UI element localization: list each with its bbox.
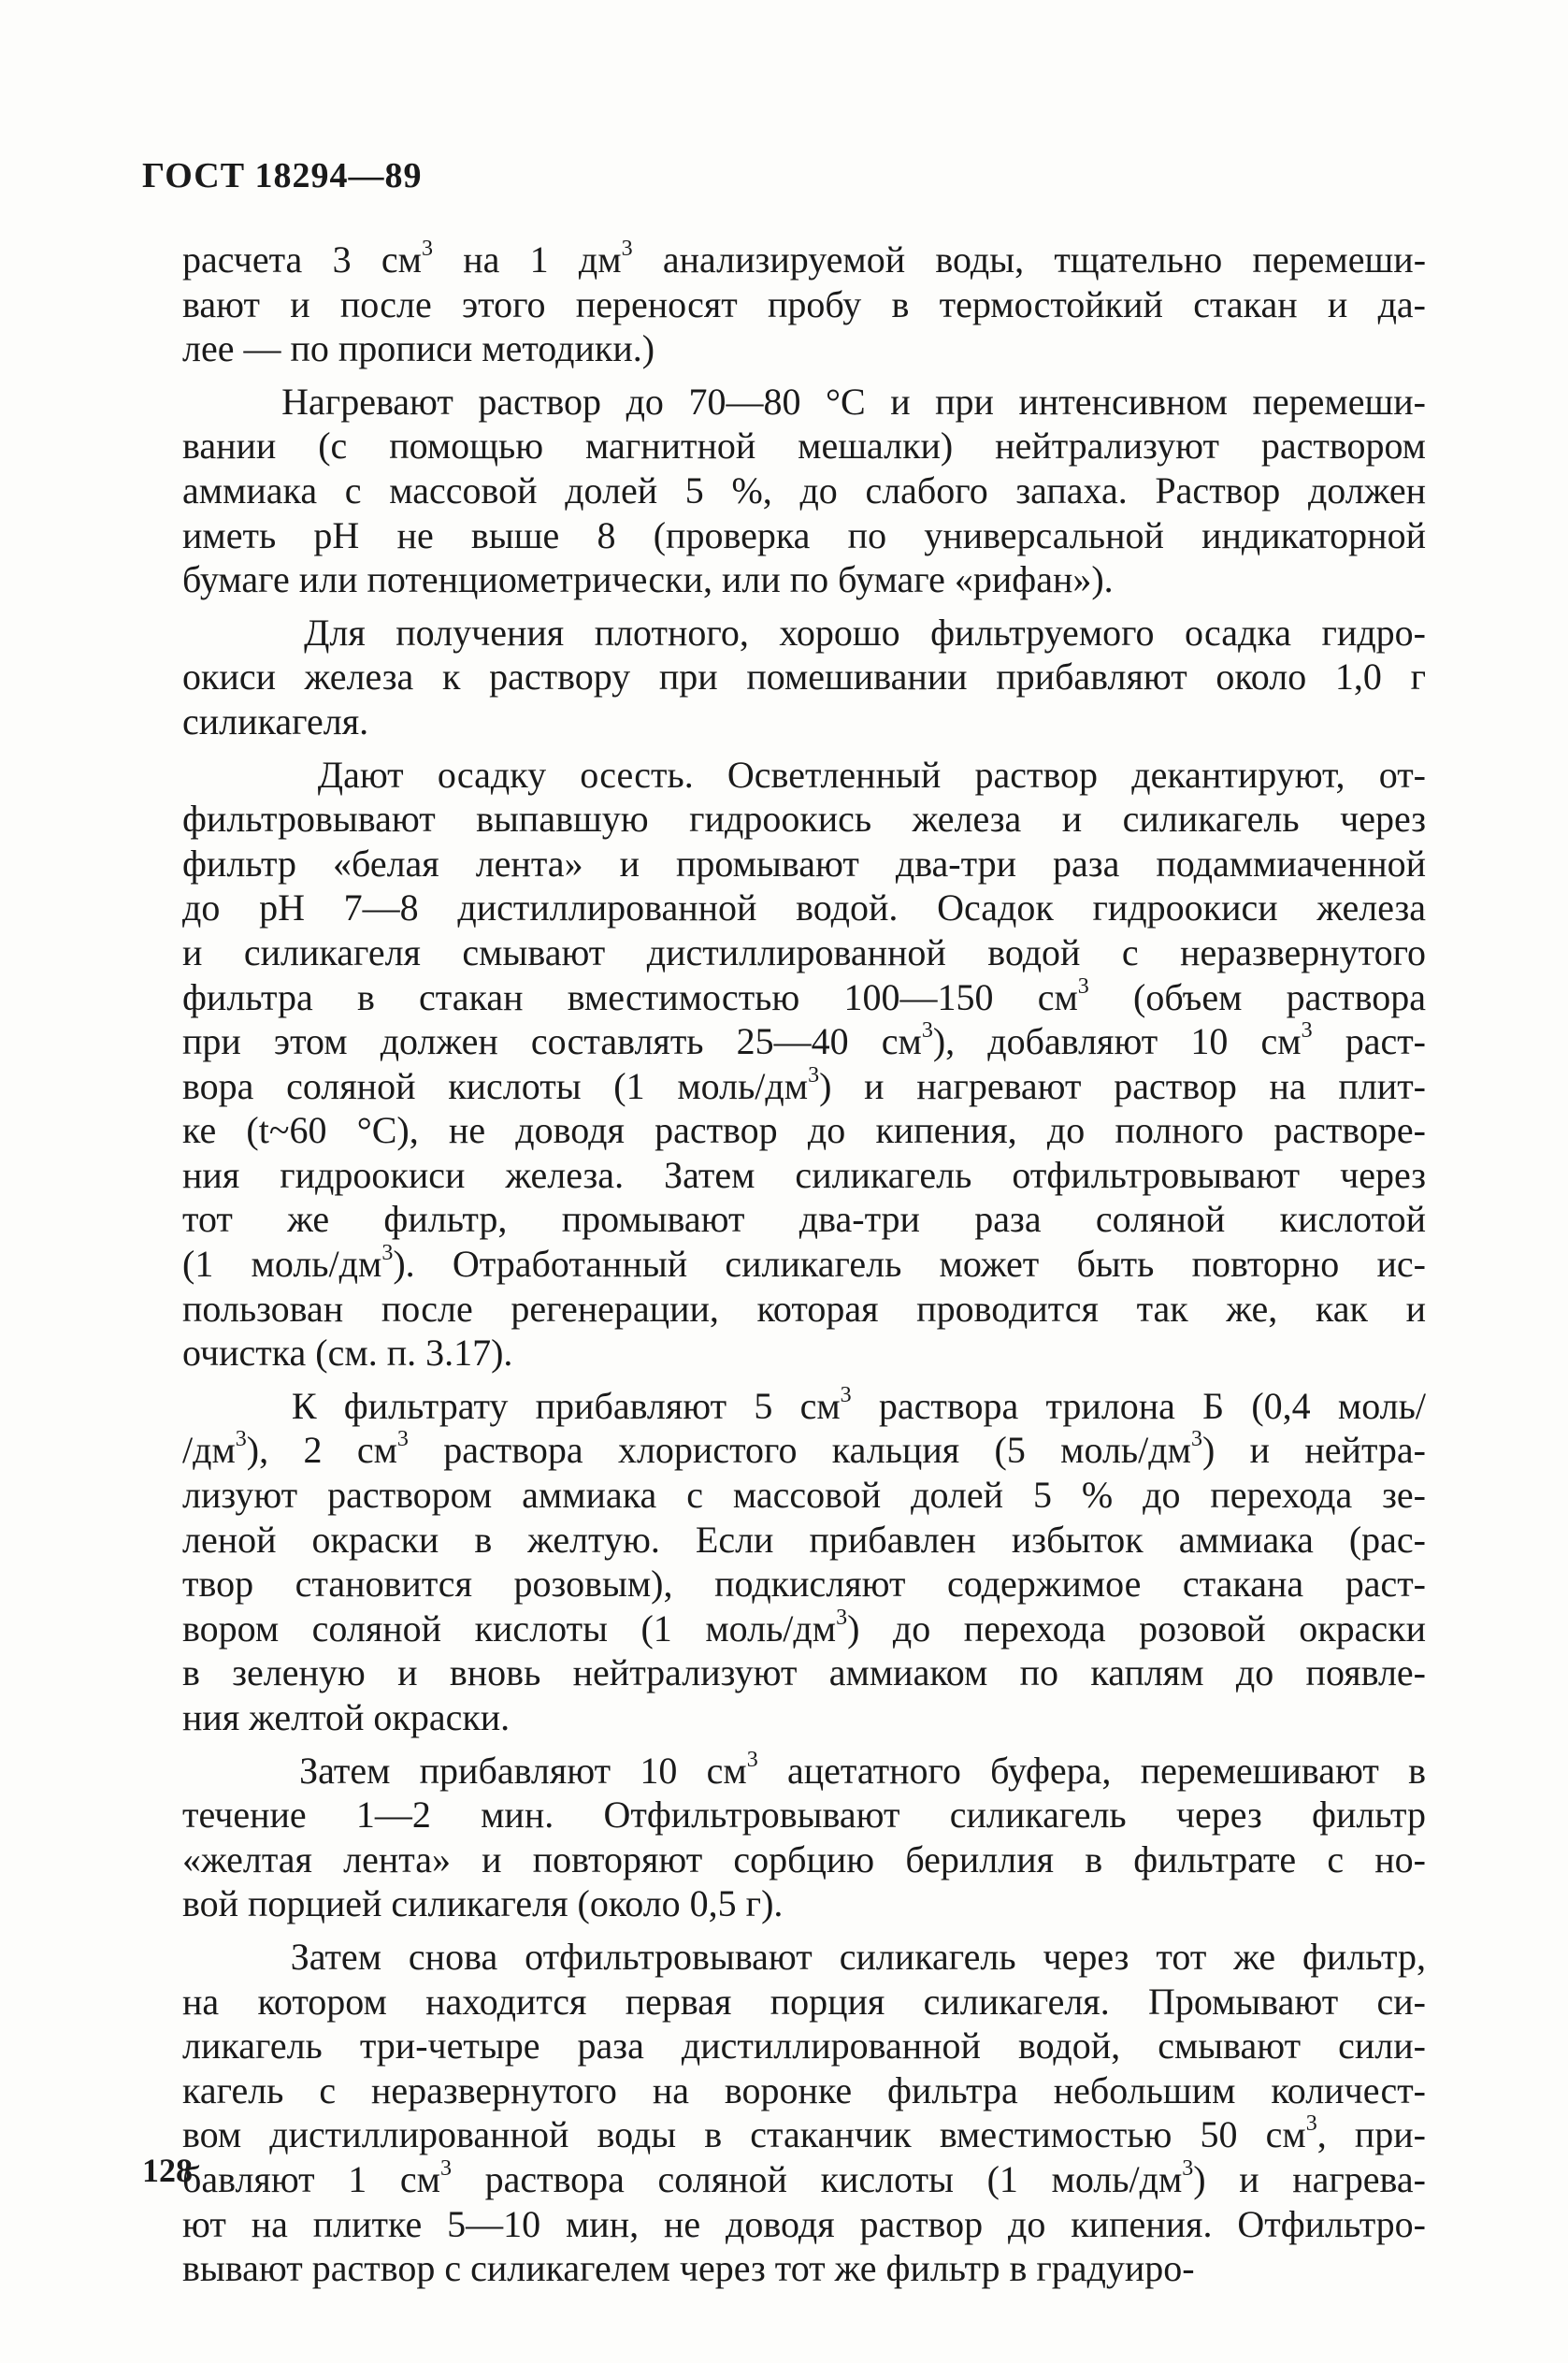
text-line: вают и после этого переносят пробу в термостойкий стакан и да- xyxy=(182,282,1426,325)
text-line: ликагель три-четыре раза дистиллированной водой, смывают сили- xyxy=(182,2024,1426,2068)
text-line: расчета 3 $см^3$ на 1 $дм^3$ анализируемой воды, тщательно перемеши- xyxy=(182,237,1427,281)
text-line: фильтровывают выпавшую гидроокись железа и силикагель через xyxy=(182,798,1426,841)
paragraph xyxy=(182,611,1426,744)
text-line: твор становится розовым), подкисляют содержимое стакана раст- xyxy=(182,1563,1426,1606)
text-line: до рН 7—8 дистиллированной водой. Осадок гидроокиси железа xyxy=(182,886,1426,929)
text-line: в зеленую и вновь нейтрализуют аммиаком по каплям до появле- xyxy=(182,1651,1426,1694)
document-body xyxy=(182,238,1426,2291)
text-line: лизуют раствором аммиака с массовой долей 5 % до перехода зе- xyxy=(182,1474,1426,1517)
text-line: Для получения плотного, хорошо фильтруемого осадка гидро- xyxy=(182,611,1426,654)
text-line: леной окраски в желтую. Если прибавлен избыток аммиака (рас- xyxy=(182,1518,1426,1561)
text-line: Затем прибавляют 10 $см^3$ ацетатного буфера, перемешивают в xyxy=(182,1747,1426,1792)
text-line: Дают осадку осесть. Осветленный раствор декантируют, от- xyxy=(182,753,1426,796)
text-line: ют на плитке 5—10 мин, не доводя раствор до кипения. Отфильтро- xyxy=(182,2202,1426,2245)
text-line: окиси железа к раствору при помешивании прибавляют около 1,0 г xyxy=(182,656,1426,699)
text-line: ке (t~60 °С), не доводя раствор до кипения, до полного растворе- xyxy=(182,1109,1426,1152)
text-line: силикагеля. xyxy=(182,699,369,742)
paragraph-gap xyxy=(182,602,1426,611)
text-line: ния гидроокиси железа. Затем силикагель отфильтровывают через xyxy=(182,1153,1426,1196)
text-line: ния желтой окраски. xyxy=(182,1696,511,1738)
text-line: вой порцией силикагеля (около 0,5 г). xyxy=(182,1882,784,1925)
paragraph-gap xyxy=(182,1740,1426,1749)
paragraph xyxy=(182,753,1426,1376)
text-line: «желтая лента» и повторяют сорбцию бериллия в фильтрате с но- xyxy=(182,1837,1426,1880)
text-line: иметь рН не выше 8 (проверка по универсальной индикаторной xyxy=(182,513,1426,556)
text-line: аммиака с массовой долей 5 %, до слабого запаха. Раствор должен xyxy=(182,468,1426,512)
paragraph xyxy=(182,1749,1426,1926)
text-line: пользован после регенерации, которая проводится так же, как и xyxy=(182,1287,1426,1330)
text-line: К фильтрату прибавляют 5 $см^3$ раствора трилона Б (0,4 моль/ xyxy=(182,1382,1426,1427)
page-number: 128 xyxy=(142,2152,193,2189)
paragraph-gap xyxy=(182,1926,1426,1935)
text-line: Затем снова отфильтровывают силикагель через тот же фильтр, xyxy=(182,1935,1426,1978)
text-line: очистка (см. п. 3.17). xyxy=(182,1332,513,1375)
paragraph-gap xyxy=(182,1376,1426,1384)
text-line: вора соляной кислоты (1 моль/$дм^3$) и нагревают раствор на плит- xyxy=(182,1062,1426,1107)
text-line: тот же фильтр, промывают два-три раза соляной кислотой xyxy=(182,1198,1426,1241)
paragraph xyxy=(182,1935,1426,2291)
text-line: при этом должен составлять 25—40 $см^3$), добавляют 10 $см^3$ раст- xyxy=(182,1018,1426,1063)
text-line: вании (с помощью магнитной мешалки) нейтрализуют раствором xyxy=(182,425,1426,468)
text-line: кагель с неразвернутого на воронке фильтра небольшим количест- xyxy=(182,2068,1426,2111)
document-header: ГОСТ 18294—89 xyxy=(142,156,423,195)
text-line: бумаге или потенциометрически, или по бумаге «рифан»). xyxy=(182,558,1114,601)
text-line: вывают раствор с силикагелем через тот же фильтр в градуиро- xyxy=(182,2247,1195,2290)
text-line: Нагревают раствор до 70—80 °С и при интенсивном перемеши- xyxy=(182,380,1426,423)
text-line: бавляют 1 $см^3$ раствора соляной кислоты (1 моль/$дм^3$) и нагрева- xyxy=(182,2155,1426,2200)
text-line: и силикагеля смывают дистиллированной водой с неразвернутого xyxy=(182,930,1426,973)
text-line: на котором находится первая порция силикагеля. Промывают си- xyxy=(182,1980,1426,2023)
text-line: фильтр «белая лента» и промывают два-три раза подаммиаченной xyxy=(182,842,1426,885)
paragraph-gap xyxy=(182,744,1426,753)
text-line: вором соляной кислоты (1 моль/$дм^3$) до перехода розовой окраски xyxy=(182,1605,1427,1650)
text-line: вом дистиллированной воды в стаканчик вместимостью 50 $см^3$, при- xyxy=(182,2111,1426,2156)
text-line: течение 1—2 мин. Отфильтровывают силикагель через фильтр xyxy=(182,1794,1426,1837)
text-line: (1 моль/$дм^3$). Отработанный силикагель может быть повторно ис- xyxy=(182,1241,1426,1286)
paragraph-gap xyxy=(182,371,1426,380)
paragraph xyxy=(182,238,1426,371)
paragraph xyxy=(182,380,1426,602)
text-line: $/дм^3$), 2 $см^3$ раствора хлористого кальция (5 моль/$дм^3$) и нейтра- xyxy=(182,1427,1427,1472)
text-line: лее — по прописи методики.) xyxy=(182,327,655,370)
paragraph xyxy=(182,1384,1426,1740)
text-line: фильтра в стакан вместимостью 100—150 $см^3$ (объем раствора xyxy=(182,973,1427,1018)
